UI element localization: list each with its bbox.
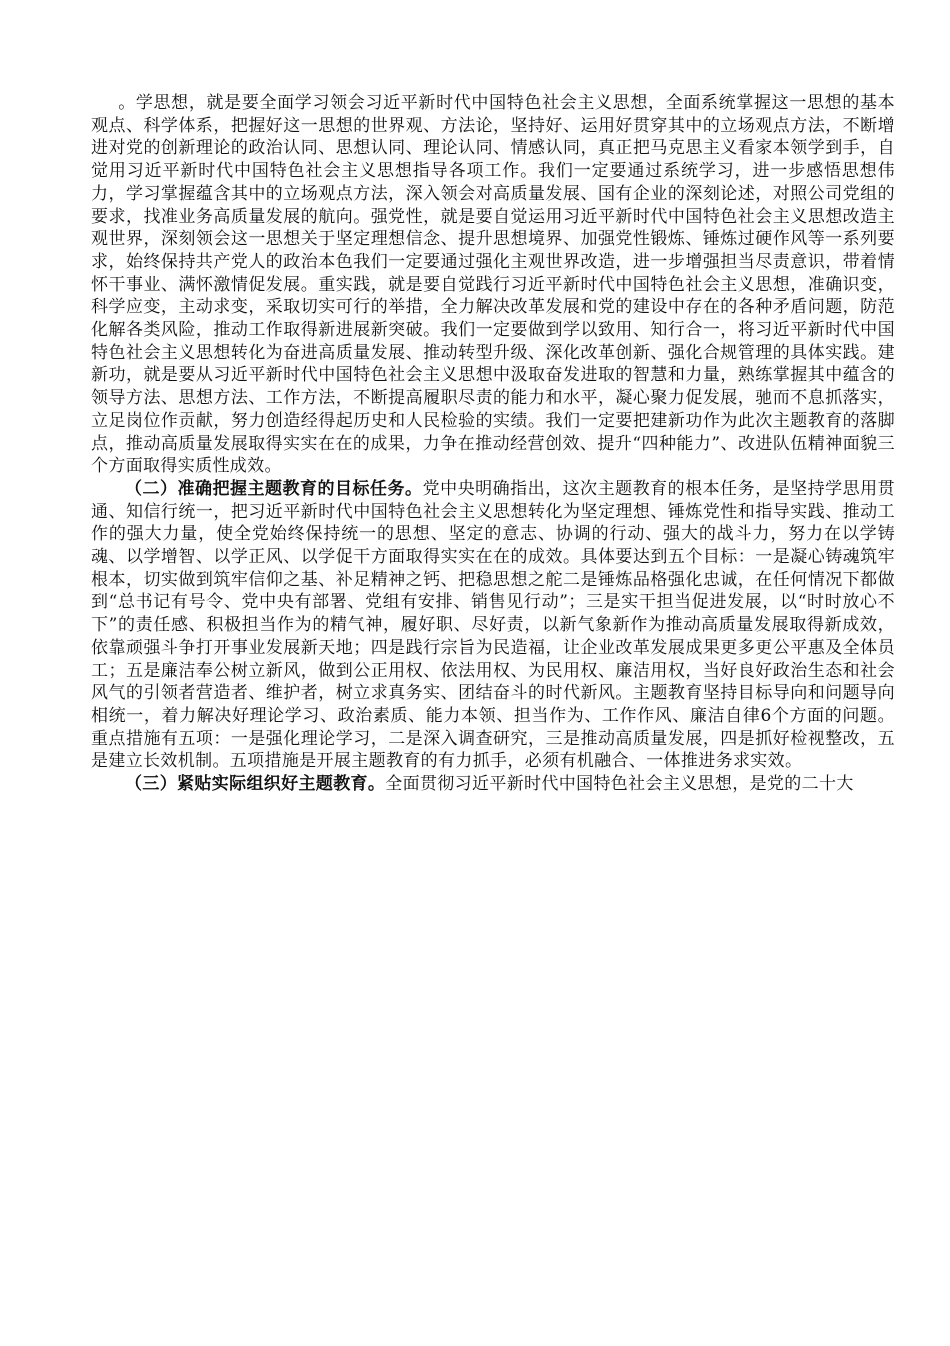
section-heading: （三）紧贴实际组织好主题教育。 [125, 774, 386, 795]
section-heading: （二）准确把握主题教育的目标任务。 [125, 478, 423, 499]
document-body [91, 92, 895, 796]
paragraph-organize-education [91, 773, 895, 796]
paragraph-goal-tasks [91, 478, 895, 773]
paragraph-study-thought [91, 92, 895, 478]
paragraph-body: 党中央明确指出，这次主题教育的根本任务，是坚持学思用贯通、知信行统一，把习近平新时代中国特色社会主义思想转化为坚定理想、锤炼党性和指导实践、推动工作的强大力量，使全党始终保持统一的思想、坚定的意志、协调的行动、强大的战斗力，努力在以学铸魂、以学增智、以学正风、以学促干方面取得实实在在的成效。具体要达到五个目标：一是凝心铸魂筑牢根本，切实做到筑牢信仰之基、补足精神之钙、把稳思想之舵二是锤炼品格强化忠诚，在任何情况下都做到“总书记有号令、党中央有部署、党组有安排、销售见行动”；三是实干担当促进发展，以“时时放心不下”的责任感、积极担当作为的精气神，履好职、尽好责，以新气象新作为推动高质量发展取得新成效，依靠顽强斗争打开事业发展新天地；四是践行宗旨为民造福，让企业改革发展成果更多更公平惠及全体员工；五是廉洁奉公树立新风，做到公正用权、依法用权、为民用权、廉洁用权，当好良好政治生态和社会风气的引领者营造者、维护者，树立求真务实、团结奋斗的时代新风。主题教育坚持目标导向和问题导向相统一，着力解决好理论学习、政治素质、能力本领、担当作为、工作作风、廉洁自律6个方面的问题。重点措施有五项：一是强化理论学习，二是深入调查研究，三是推动高质量发展，四是抓好检视整改，五是建立长效机制。五项措施是开展主题教育的有力抓手，必须有机融合、一体推进务求实效。 [91, 478, 895, 772]
paragraph-body: 。学思想，就是要全面学习领会习近平新时代中国特色社会主义思想，全面系统掌握这一思想的基本观点、科学体系，把握好这一思想的世界观、方法论，坚持好、运用好贯穿其中的立场观点方法，不断增进对党的创新理论的政治认同、思想认同、理论认同、情感认同，真正把马克思主义看家本领学到手，自觉用习近平新时代中国特色社会主义思想指导各项工作。我们一定要通过系统学习，进一步感悟思想伟力，学习掌握蕴含其中的立场观点方法，深入领会对高质量发展、国有企业的深刻论述，对照公司党组的要求，找准业务高质量发展的航向。强党性，就是要自觉运用习近平新时代中国特色社会主义思想改造主观世界，深刻领会这一思想关于坚定理想信念、提升思想境界、加强党性锻炼、锤炼过硬作风等一系列要求，始终保持共产党人的政治本色我们一定要通过强化主观世界改造，进一步增强担当尽责意识，带着情怀干事业、满怀激情促发展。重实践，就是要自觉践行习近平新时代中国特色社会主义思想，准确识变，科学应变，主动求变，采取切实可行的举措，全力解决改革发展和党的建设中存在的各种矛盾问题，防范化解各类风险，推动工作取得新进展新突破。我们一定要做到学以致用、知行合一，将习近平新时代中国特色社会主义思想转化为奋进高质量发展、推动转型升级、深化改革创新、强化合规管理的具体实践。建新功，就是要从习近平新时代中国特色社会主义思想中汲取奋发进取的智慧和力量，熟练掌握其中蕴含的领导方法、思想方法、工作方法，不断提高履职尽责的能力和水平，凝心聚力促发展，驰而不息抓落实，立足岗位作贡献，努力创造经得起历史和人民检验的实绩。我们一定要把建新功作为此次主题教育的落脚点，推动高质量发展取得实实在在的成果，力争在推动经营创效、提升“四种能力”、改进队伍精神面貌三个方面取得实质性成效。 [91, 93, 895, 477]
paragraph-body: 全面贯彻习近平新时代中国特色社会主义思想，是党的二十大 [385, 774, 854, 795]
